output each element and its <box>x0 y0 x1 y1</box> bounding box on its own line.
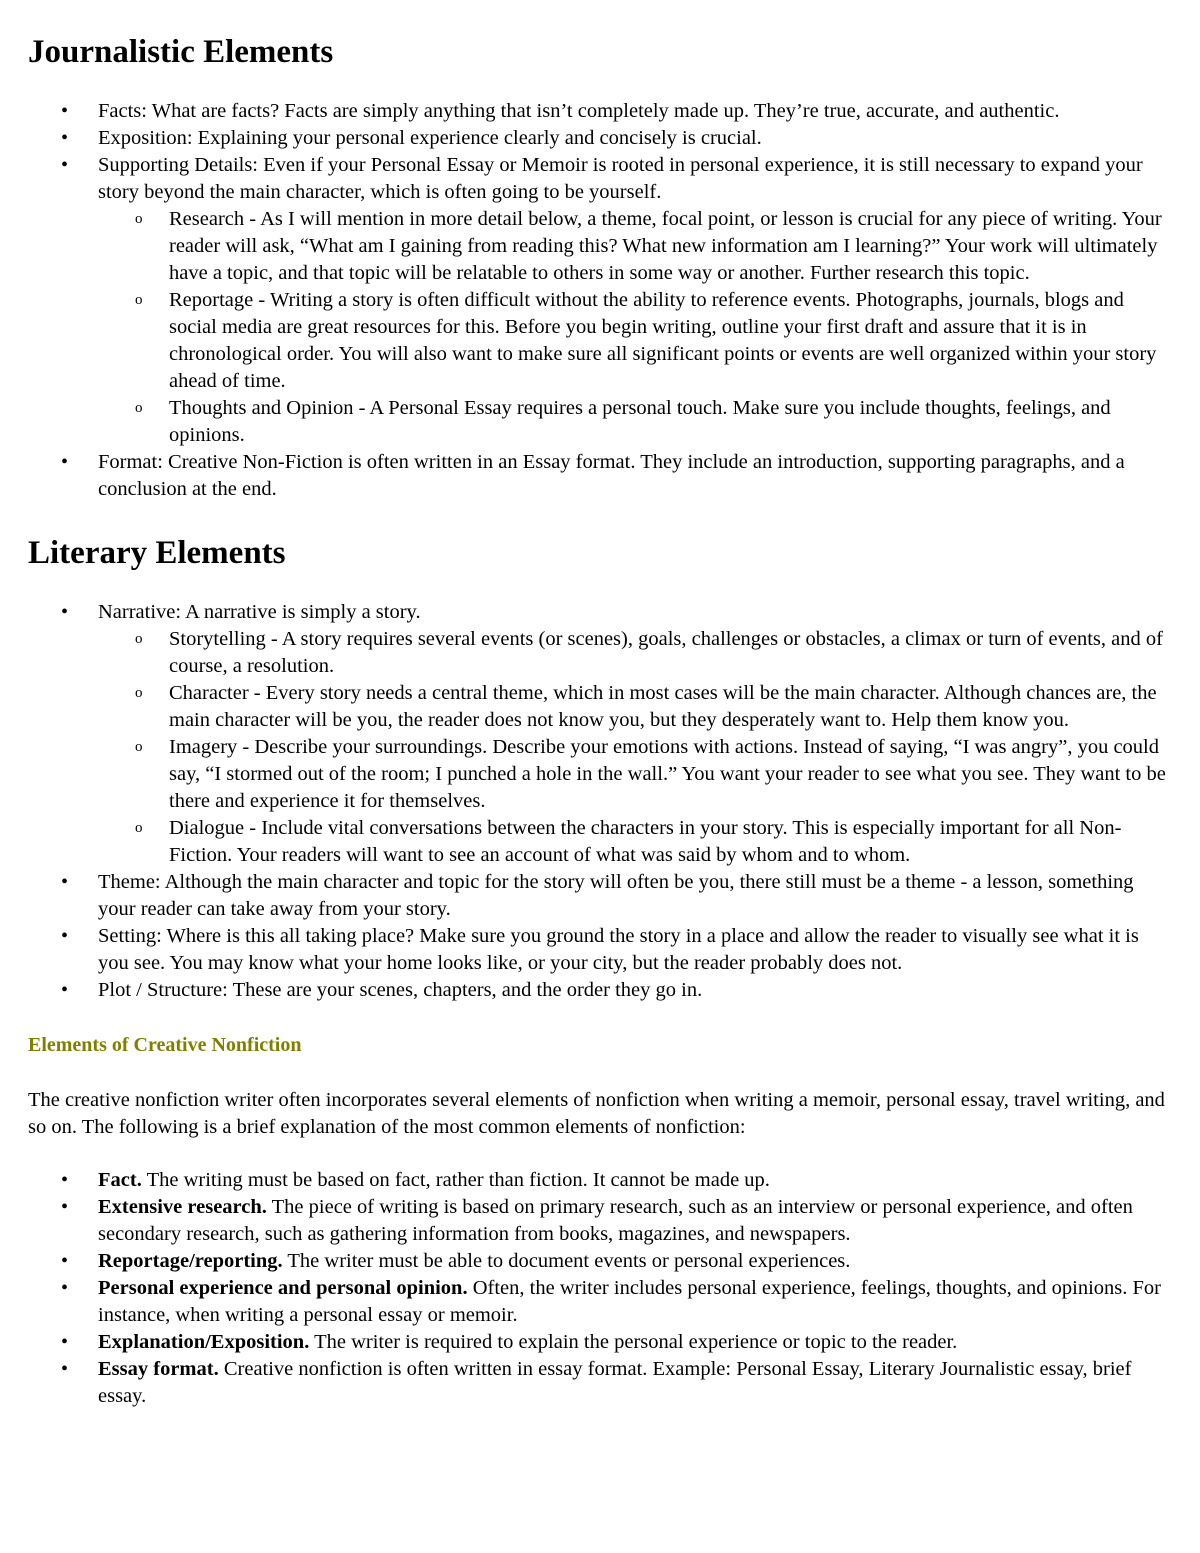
list-item: • Theme: Although the main character and topic for the story will often be you, there still must be a theme - a lesson, something your reader can take away from your story. <box>28 869 1172 923</box>
creative-nonfiction-heading: Elements of Creative Nonfiction <box>28 1034 302 1056</box>
sub-list-item: o Research - As I will mention in more detail below, a theme, focal point, or lesson is crucial for any piece of writing. Your reader will ask, “What am I gaining from reading this? What new information am I learning?” Your work will ultimately have a topic, and that topic will be relatable to others in some way or another. Further research this topic. <box>98 206 1172 287</box>
list-item: • Exposition: Explaining your personal experience clearly and concisely is crucial. <box>28 125 1172 152</box>
journalistic-list <box>28 98 1172 503</box>
sub-list-item: o Thoughts and Opinion - A Personal Essay requires a personal touch. Make sure you include thoughts, feelings, and opinions. <box>98 395 1172 449</box>
term: Reportage/reporting. <box>98 1250 283 1272</box>
creative-nonfiction-intro: The creative nonfiction writer often incorporates several elements of nonfiction when writing a memoir, personal essay, travel writing, and so on. The following is a brief explanation of the most common elements of nonfiction: <box>28 1089 1165 1138</box>
term: Fact. <box>98 1169 142 1191</box>
literary-list <box>28 599 1172 1004</box>
sub-list <box>98 206 1172 449</box>
list-item: • Explanation/Exposition. The writer is required to explain the personal experience or topic to the reader. <box>28 1329 1172 1356</box>
list-item: • Extensive research. The piece of writing is based on primary research, such as an interview or personal experience, and often secondary research, such as gathering information from books, magazines, and newspapers. <box>28 1194 1172 1248</box>
list-item: • Format: Creative Non-Fiction is often written in an Essay format. They include an introduction, supporting paragraphs, and a conclusion at the end. <box>28 449 1172 503</box>
literary-heading: Literary Elements <box>28 535 286 571</box>
list-item: • Essay format. Creative nonfiction is often written in essay format. Example: Personal Essay, Literary Journalistic essay, brief essay. <box>28 1356 1172 1410</box>
list-item: • Reportage/reporting. The writer must be able to document events or personal experiences. <box>28 1248 1172 1275</box>
list-item: • Setting: Where is this all taking place? Make sure you ground the story in a place and allow the reader to visually see what it is you see. You may know what your home looks like, or your city, but the reader probably does not. <box>28 923 1172 977</box>
list-item: • Facts: What are facts? Facts are simply anything that isn’t completely made up. They’re true, accurate, and authentic. <box>28 98 1172 125</box>
sub-list-item: o Imagery - Describe your surroundings. Describe your emotions with actions. Instead of saying, “I was angry”, you could say, “I stormed out of the room; I punched a hole in the wall.” You want your reader to see what you see. They want to be there and experience it for themselves. <box>98 734 1172 815</box>
list-item: • Supporting Details: Even if your Personal Essay or Memoir is rooted in personal experience, it is still necessary to expand your story beyond the main character, which is often going to be yourself. o Research - As I will mention in more detail below, a theme, focal point, or lesson is crucial for any piece of writing. Your reader will ask, “What am I gaining from reading this? What new information am I learning?” Your work will ultimately have a topic, and that topic will be relatable to others in some way or another. Further research this topic. o Reportage - Writing a story is often difficult without the ability to reference events. Photographs, journals, blogs and social media are great resources for this. Before you begin writing, outline your first draft and assure that it is in chronological order. You will also want to make sure all significant points or events are well organized within your story ahead of time. o Thoughts and Opinion - A Personal Essay requires a personal touch. Make sure you include thoughts, feelings, and opinions. <box>28 152 1172 449</box>
list-item: • Personal experience and personal opinion. Often, the writer includes personal experience, feelings, thoughts, and opinions. For instance, when writing a personal essay or memoir. <box>28 1275 1172 1329</box>
sub-list-item: o Storytelling - A story requires several events (or scenes), goals, challenges or obstacles, a climax or turn of events, and of course, a resolution. <box>98 626 1172 680</box>
term: Personal experience and personal opinion. <box>98 1277 468 1299</box>
list-item: • Narrative: A narrative is simply a story. o Storytelling - A story requires several events (or scenes), goals, challenges or obstacles, a climax or turn of events, and of course, a resolution. o Character - Every story needs a central theme, which in most cases will be the main character. Although chances are, the main character will be you, the reader does not know you, but they desperately want to. Help them know you. o Imagery - Describe your surroundings. Describe your emotions with actions. Instead of saying, “I was angry”, you could say, “I stormed out of the room; I punched a hole in the wall.” You want your reader to see what you see. They want to be there and experience it for themselves. o Dialogue - Include vital conversations between the characters in your story. This is especially important for all Non-Fiction. Your readers will want to see an account of what was said by whom and to whom. <box>28 599 1172 869</box>
term: Explanation/Exposition. <box>98 1331 310 1353</box>
sub-list-item: o Character - Every story needs a central theme, which in most cases will be the main character. Although chances are, the main character will be you, the reader does not know you, but they desperately want to. Help them know you. <box>98 680 1172 734</box>
list-item: • Plot / Structure: These are your scenes, chapters, and the order they go in. <box>28 977 1172 1004</box>
sub-list-item: o Dialogue - Include vital conversations between the characters in your story. This is especially important for all Non-Fiction. Your readers will want to see an account of what was said by whom and to whom. <box>98 815 1172 869</box>
creative-nonfiction-list <box>28 1167 1172 1410</box>
term: Essay format. <box>98 1358 219 1380</box>
journalistic-heading: Journalistic Elements <box>28 34 334 70</box>
sub-list <box>98 626 1172 869</box>
term: Extensive research. <box>98 1196 267 1218</box>
sub-list-item: o Reportage - Writing a story is often difficult without the ability to reference events. Photographs, journals, blogs and social media are great resources for this. Before you begin writing, outline your first draft and assure that it is in chronological order. You will also want to make sure all significant points or events are well organized within your story ahead of time. <box>98 287 1172 395</box>
list-item: • Fact. The writing must be based on fact, rather than fiction. It cannot be made up. <box>28 1167 1172 1194</box>
